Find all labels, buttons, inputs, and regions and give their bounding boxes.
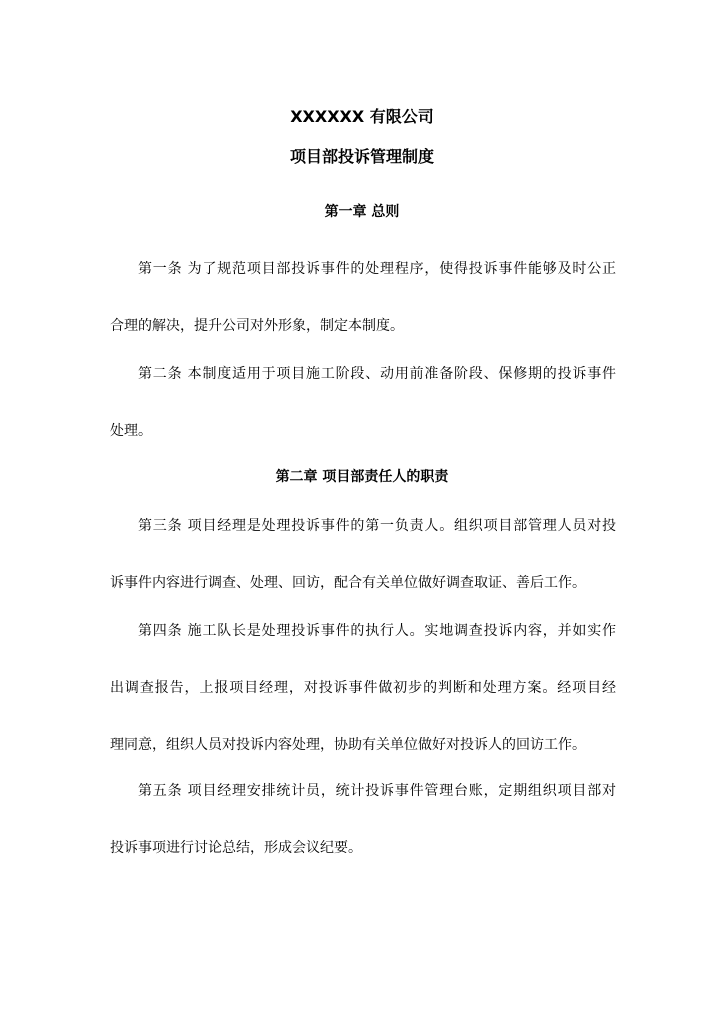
article-1-line-2: 合理的解决，提升公司对外形象，制定本制度。 xyxy=(110,318,404,334)
article-4-line-1: 第四条 施工队长是处理投诉事件的执行人。实地调查投诉内容，并如实作 xyxy=(138,623,616,639)
chapter-2-heading: 第二章 项目部责任人的职责 xyxy=(275,469,449,485)
article-1-line-1: 第一条 为了规范项目部投诉事件的处理程序，使得投诉事件能够及时公正 xyxy=(138,261,616,277)
article-2-line-2: 处理。 xyxy=(110,423,152,439)
document-title: 项目部投诉管理制度 xyxy=(289,147,434,166)
article-5-line-1: 第五条 项目经理安排统计员，统计投诉事件管理台账，定期组织项目部对 xyxy=(138,783,616,799)
company-name: XXXXXX 有限公司 xyxy=(290,107,434,126)
chapter-1-heading: 第一章 总则 xyxy=(324,204,400,220)
article-3-line-2: 诉事件内容进行调查、处理、回访，配合有关单位做好调查取证、善后工作。 xyxy=(110,575,586,591)
article-5-line-2: 投诉事项进行讨论总结，形成会议纪要。 xyxy=(110,840,362,856)
article-4-line-2: 出调查报告，上报项目经理，对投诉事件做初步的判断和处理方案。经项目经 xyxy=(110,680,616,696)
article-4-line-3: 理同意，组织人员对投诉内容处理，协助有关单位做好对投诉人的回访工作。 xyxy=(110,737,586,753)
article-3-line-1: 第三条 项目经理是处理投诉事件的第一负责人。组织项目部管理人员对投 xyxy=(138,518,616,534)
article-2-line-1: 第二条 本制度适用于项目施工阶段、动用前准备阶段、保修期的投诉事件 xyxy=(138,366,616,382)
